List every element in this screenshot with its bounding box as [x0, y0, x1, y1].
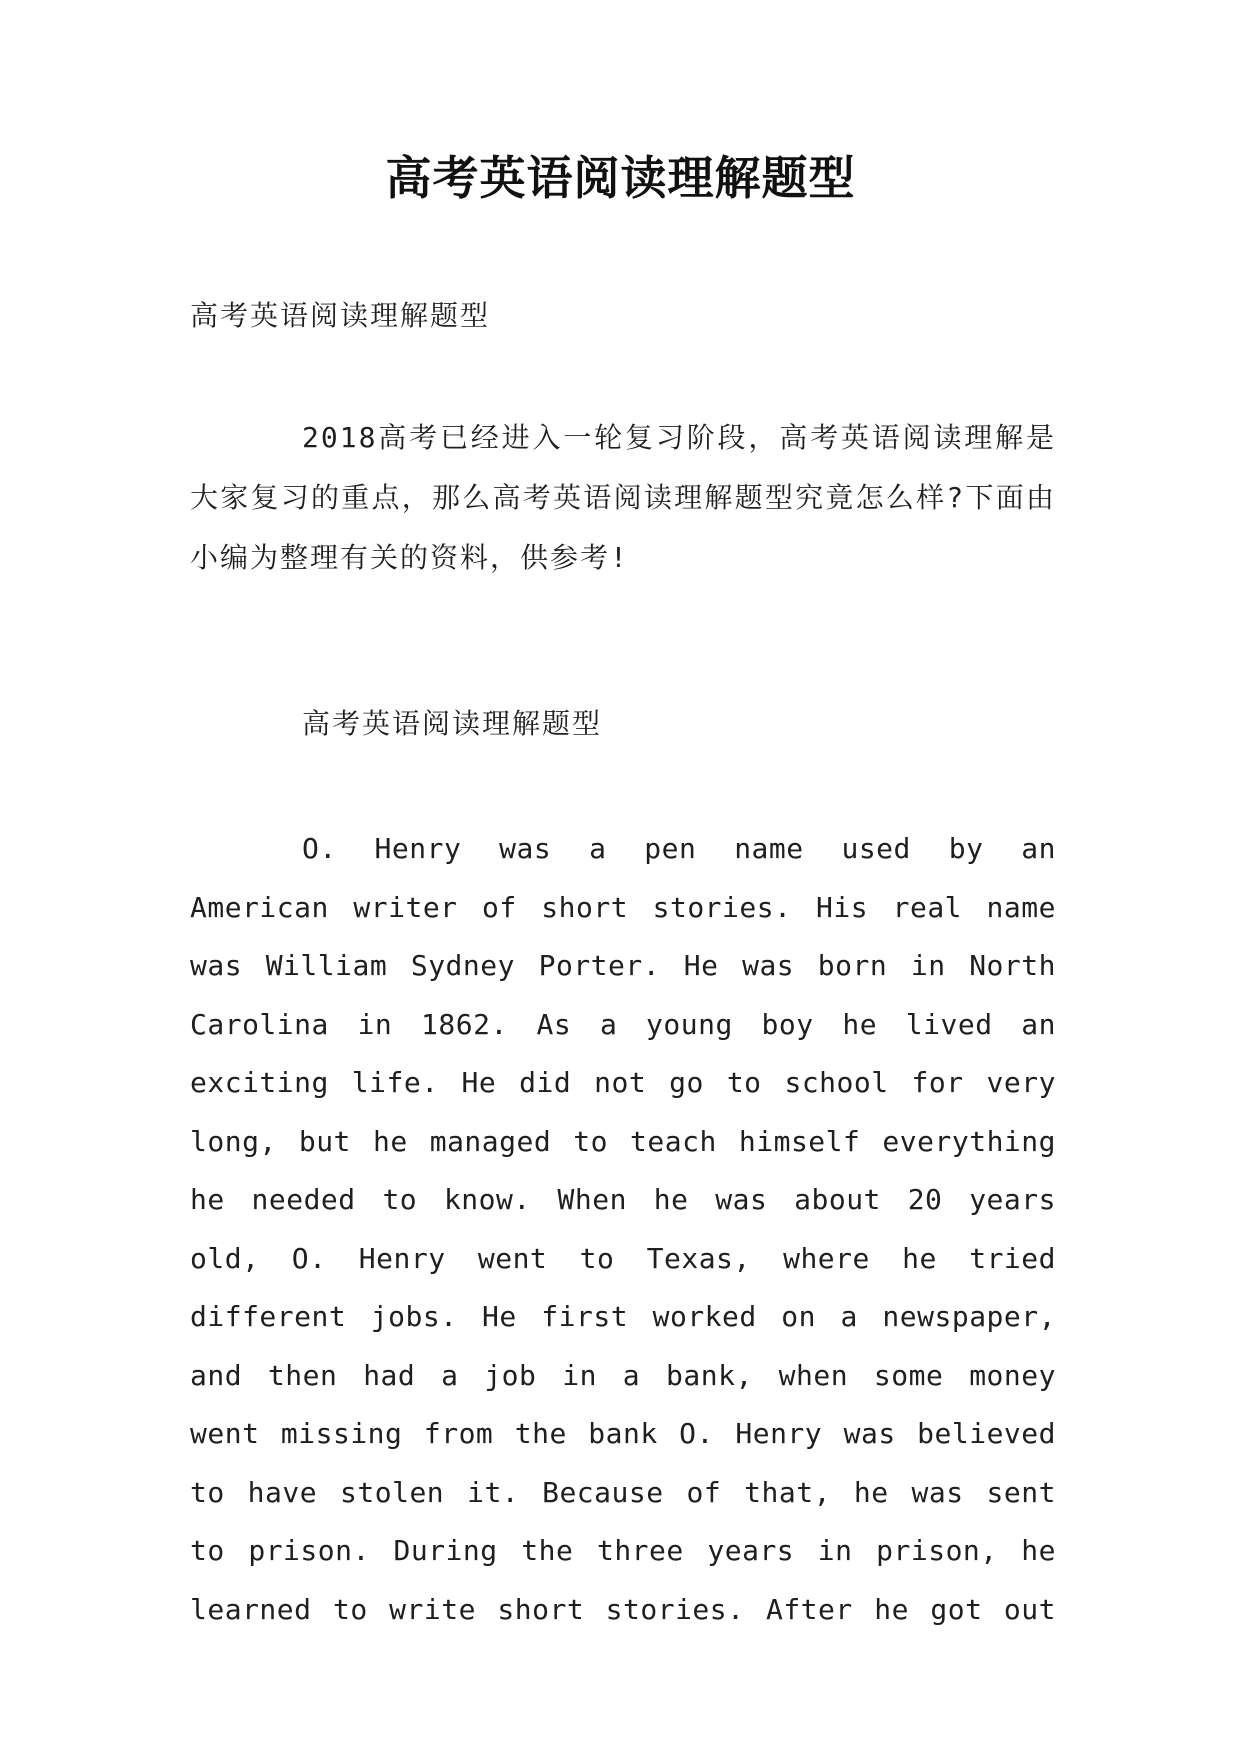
body-paragraph: O. Henry was a pen name used by an American writer of short stories. His real name was William Sydney Porter. He was born in North Carolina in 1862. As a young boy he lived an exciting life. He did not go to school for very long, but he managed to teach himself everything he needed to know. When he was about 20 years old, O. Henry went to Texas, where he tried different jobs. He first worked on a newspaper, and then had a job in a bank, when some money went missing from the bank O. Henry was believed to have stolen it. Because of that, he was sent to prison. During the three years in prison, he learned to write short stories. After he got out: [190, 832, 1056, 1626]
document-subtitle: 高考英语阅读理解题型: [190, 299, 491, 332]
section-heading: 高考英语阅读理解题型: [302, 707, 603, 740]
intro-paragraph: 2018高考已经进入一轮复习阶段，高考英语阅读理解是大家复习的重点，那么高考英语阅读理解题型究竟怎么样?下面由小编为整理有关的资料，供参考!: [190, 421, 1056, 574]
document-title: 高考英语阅读理解题型: [385, 151, 856, 205]
